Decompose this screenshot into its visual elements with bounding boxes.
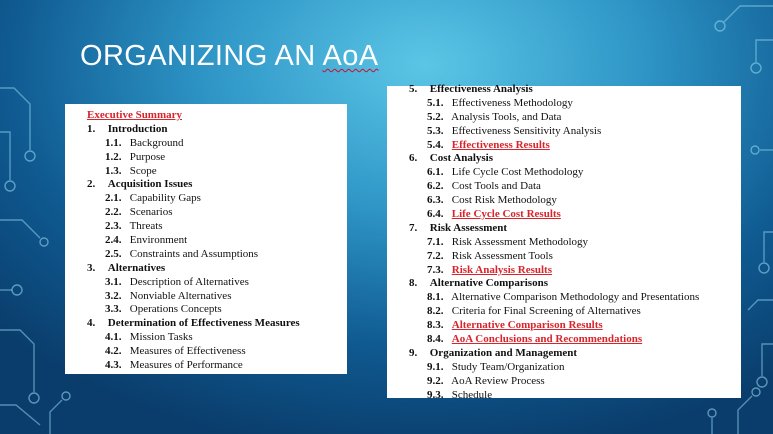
toc-entry-label: Cost Tools and Data [451, 180, 541, 193]
toc-subsection [87, 345, 300, 359]
toc-entry-label: Schedule [451, 388, 493, 401]
toc-subsection [87, 206, 300, 220]
toc-entry-label: Environment [129, 234, 188, 247]
toc-entry-label: Introduction [107, 122, 168, 135]
toc-entry-label: Alternative Comparison Methodology and Presentations [451, 291, 700, 304]
toc-entry-number: 2.1. [105, 192, 122, 205]
toc-entry-label: Study Team/Organization [451, 360, 565, 373]
toc-entry-label: Background [129, 136, 184, 149]
toc-entry-label: Risk Assessment [429, 221, 508, 234]
toc-entry-number: 7. [409, 221, 418, 234]
toc-entry-label: Effectiveness Results [451, 138, 550, 151]
toc-subsection [409, 139, 699, 153]
toc-entry-number: 1.1. [105, 136, 122, 149]
toc-entry-label: Determination of Effectiveness Measures [107, 317, 300, 330]
toc-entry-label: Description of Alternatives [129, 275, 249, 288]
toc-entry-label: Life Cycle Cost Results [451, 208, 561, 221]
toc-entry-label: Mission Tasks [129, 331, 193, 344]
toc-subsection [87, 331, 300, 345]
toc-subsection [87, 276, 300, 290]
toc-entry-number: 6.3. [427, 194, 444, 207]
toc-entry-label: Capability Gaps [129, 192, 201, 205]
toc-entry-number: 4.3. [105, 359, 122, 372]
toc-entry-label: Risk Analysis Results [451, 263, 553, 276]
toc-entry-number: 9.3. [427, 388, 444, 401]
toc-entry-label: Nonviable Alternatives [129, 289, 232, 302]
toc-entry-label: Effectiveness Methodology [451, 96, 573, 109]
toc-subsection [409, 111, 699, 125]
toc-entry-label: Operations Concepts [129, 303, 222, 316]
toc-entry-number: 8.3. [427, 319, 444, 332]
toc-entry-number: 7.1. [427, 235, 444, 248]
toc-subsection [87, 303, 300, 317]
toc-entry-label: Alternative Comparisons [429, 277, 548, 290]
toc-entry-label: AoA Conclusions and Recommendations [451, 333, 643, 346]
toc-entry-label: Effectiveness Analysis [429, 83, 533, 95]
toc-subsection [87, 192, 300, 206]
toc-entry-number: 6. [409, 152, 418, 165]
toc-entry-label: Alternatives [107, 261, 166, 274]
toc-entry-number: 8.1. [427, 291, 444, 304]
toc-entry-label: Threats [129, 220, 163, 233]
toc-entry-number: 8.2. [427, 305, 444, 318]
toc-entry-label: Analysis Tools, and Data [451, 110, 562, 123]
toc-entry-label: AoA Review Process [451, 374, 545, 387]
toc-entry-label: Scenarios [129, 206, 173, 219]
toc-subsection [87, 248, 300, 262]
toc-section [87, 262, 300, 276]
toc-entry-number: 1. [87, 122, 96, 135]
toc-entry-number: 6.1. [427, 166, 444, 179]
toc-entry-number: 1.2. [105, 150, 122, 163]
slide-title-acronym: AoA [322, 40, 379, 72]
toc-entry-label: Constraints and Assumptions [129, 247, 259, 260]
toc-subsection [409, 208, 699, 222]
toc-entry-number: 5. [409, 83, 418, 95]
toc-entry-label: Cost Analysis [429, 152, 494, 165]
toc-entry-number: 2.5. [105, 247, 122, 260]
toc-entry-label: Risk Assessment Tools [451, 249, 553, 262]
toc-subsection [409, 125, 699, 139]
toc-subsection [409, 389, 699, 403]
toc-subsection [87, 220, 300, 234]
toc-entry-number: 2.4. [105, 234, 122, 247]
toc-subsection [409, 194, 699, 208]
toc-entry-number: 2.3. [105, 220, 122, 233]
toc-subsection [409, 180, 699, 194]
toc-entry-number: 9.1. [427, 360, 444, 373]
toc-entry-number: 8.4. [427, 333, 444, 346]
toc-section [409, 277, 699, 291]
toc-subsection [409, 264, 699, 278]
toc-subsection [409, 291, 699, 305]
toc-subsection [87, 290, 300, 304]
toc-entry-label: Measures of Performance [129, 359, 243, 372]
toc-entry-number: 4. [87, 317, 96, 330]
toc-entry-label: Risk Assessment Methodology [451, 235, 589, 248]
toc-subsection [409, 319, 699, 333]
toc-entry-number: 3.3. [105, 303, 122, 316]
toc-entry-label: Scope [129, 164, 157, 177]
toc-entry-number: 6.4. [427, 208, 444, 221]
toc-subsection [409, 250, 699, 264]
toc-entry-label: Purpose [129, 150, 166, 163]
toc-subsection [87, 151, 300, 165]
toc-subsection [409, 97, 699, 111]
toc-subsection [409, 375, 699, 389]
toc-entry-label: Cost Risk Methodology [451, 194, 557, 207]
toc-entry-label: Alternative Comparison Results [451, 319, 603, 332]
toc-entry-number: 9. [409, 346, 418, 359]
toc-section [87, 178, 300, 192]
toc-section [87, 123, 300, 137]
toc-section [409, 152, 699, 166]
toc-subsection [409, 361, 699, 375]
toc-entry-number: 4.2. [105, 345, 122, 358]
toc-entry-number: 7.2. [427, 249, 444, 262]
toc-entry-number: 5.4. [427, 138, 444, 151]
toc-list-right [409, 83, 699, 402]
toc-subsection [409, 236, 699, 250]
toc-entry-number: 3.1. [105, 275, 122, 288]
toc-entry-label: Criteria for Final Screening of Alternatives [451, 305, 641, 318]
toc-entry-number: 2. [87, 178, 96, 191]
toc-list-left [87, 109, 300, 373]
toc-subsection [87, 234, 300, 248]
toc-entry-number: 5.1. [427, 96, 444, 109]
toc-subsection [409, 166, 699, 180]
toc-entry-number: 6.2. [427, 180, 444, 193]
toc-entry-label: Life Cycle Cost Methodology [451, 166, 584, 179]
toc-subsection [87, 359, 300, 373]
toc-entry-number: 2.2. [105, 206, 122, 219]
toc-entry-label: Organization and Management [429, 346, 578, 359]
toc-entry-number: 8. [409, 277, 418, 290]
toc-entry-number: 3. [87, 261, 96, 274]
toc-subsection [409, 305, 699, 319]
toc-section [87, 317, 300, 331]
toc-entry-number: 4.1. [105, 331, 122, 344]
toc-section [409, 347, 699, 361]
toc-subsection [409, 333, 699, 347]
toc-entry-highlight [87, 109, 300, 123]
toc-entry-label: Executive Summary [87, 109, 183, 121]
toc-section [409, 222, 699, 236]
toc-entry-number: 1.3. [105, 164, 122, 177]
toc-entry-number: 5.2. [427, 110, 444, 123]
toc-entry-number: 3.2. [105, 289, 122, 302]
toc-entry-label: Measures of Effectiveness [129, 345, 246, 358]
toc-entry-label: Acquisition Issues [107, 178, 193, 191]
slide-title-prefix: ORGANIZING AN [80, 40, 323, 72]
toc-entry-label: Effectiveness Sensitivity Analysis [451, 124, 602, 137]
toc-section [409, 83, 699, 97]
toc-entry-number: 9.2. [427, 374, 444, 387]
toc-subsection [87, 165, 300, 179]
toc-entry-number: 5.3. [427, 124, 444, 137]
slide-title [80, 40, 379, 73]
toc-entry-number: 7.3. [427, 263, 444, 276]
toc-subsection [87, 137, 300, 151]
